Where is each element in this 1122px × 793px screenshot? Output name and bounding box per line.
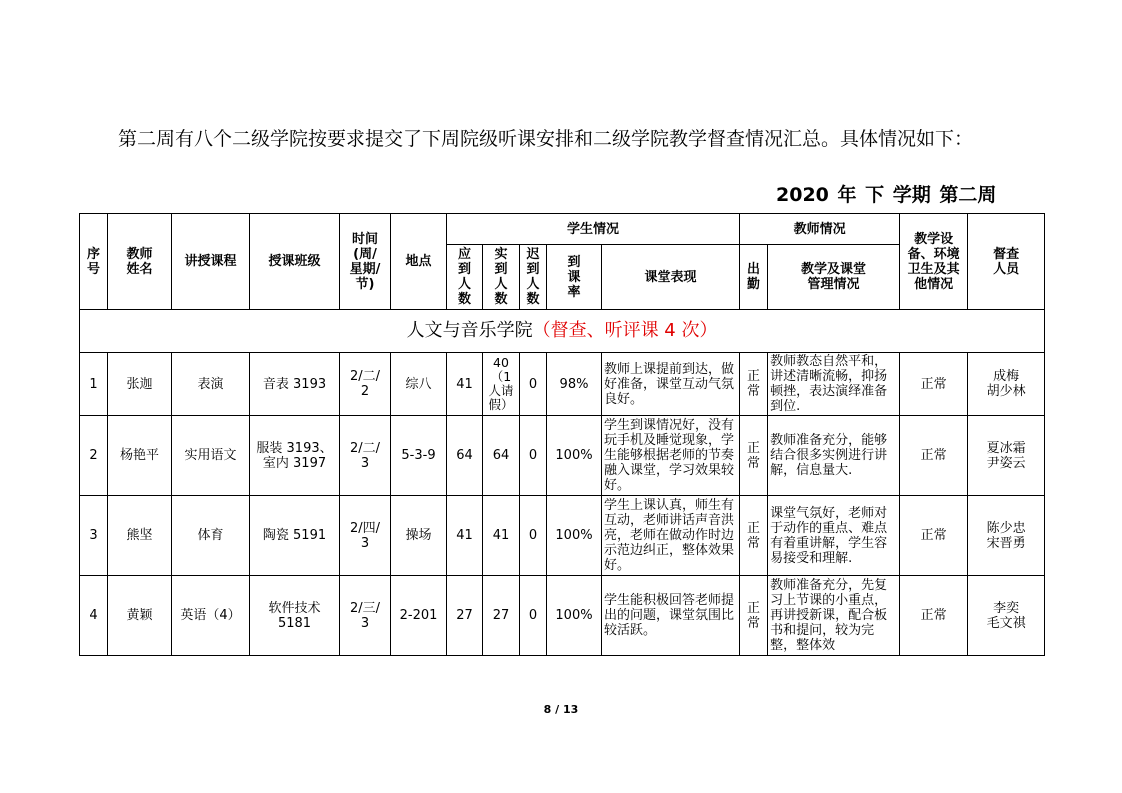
cell-rate: 100% — [547, 576, 602, 656]
department-note: （督查、听评课 4 次） — [532, 320, 718, 341]
cell-management: 教师准备充分，先复习上节课的小重点，再讲授新课，配合板书和提问，较为完整，整体效 — [768, 576, 900, 656]
header-performance: 课堂表现 — [602, 245, 740, 310]
cell-actual: 40（1人请假） — [483, 353, 520, 416]
header-actual: 实到人数 — [483, 245, 520, 310]
cell-seq: 4 — [80, 576, 108, 656]
cell-seq: 2 — [80, 416, 108, 496]
cell-rate: 100% — [547, 416, 602, 496]
header-late: 迟到人数 — [520, 245, 547, 310]
cell-late: 0 — [520, 576, 547, 656]
cell-management: 教师教态自然平和，讲述清晰流畅，抑扬顿挫，表达演绎准备到位. — [768, 353, 900, 416]
cell-teacher: 熊坚 — [108, 496, 172, 576]
department-name: 人文与音乐学院 — [406, 320, 533, 341]
header-place: 地点 — [391, 214, 447, 310]
cell-attendance: 正常 — [740, 416, 768, 496]
cell-actual: 27 — [483, 576, 520, 656]
cell-class: 音表 3193 — [250, 353, 340, 416]
header-facilities: 教学设备、环境卫生及其他情况 — [900, 214, 968, 310]
cell-performance: 学生能积极回答老师提出的问题，课堂氛围比较活跃。 — [602, 576, 740, 656]
header-student-group: 学生情况 — [447, 214, 740, 245]
cell-course: 英语（4） — [172, 576, 250, 656]
cell-facilities: 正常 — [900, 576, 968, 656]
header-time: 时间(周/星期/节) — [340, 214, 391, 310]
cell-seq: 3 — [80, 496, 108, 576]
table-row — [80, 496, 1045, 576]
cell-facilities: 正常 — [900, 353, 968, 416]
header-management: 教学及课堂管理情况 — [768, 245, 900, 310]
cell-management: 课堂气氛好，老师对于动作的重点、难点有着重讲解，学生容易接受和理解. — [768, 496, 900, 576]
cell-expected: 41 — [447, 353, 483, 416]
header-class: 授课班级 — [250, 214, 340, 310]
cell-teacher: 张迦 — [108, 353, 172, 416]
cell-actual: 41 — [483, 496, 520, 576]
cell-teacher: 黄颖 — [108, 576, 172, 656]
header-teacher: 教师姓名 — [108, 214, 172, 310]
header-rate: 到课率 — [547, 245, 602, 310]
cell-expected: 27 — [447, 576, 483, 656]
cell-performance: 学生上课认真，师生有互动，老师讲话声音洪亮，老师在做动作时边示范边纠正，整体效果好。 — [602, 496, 740, 576]
cell-attendance: 正常 — [740, 353, 768, 416]
cell-rate: 100% — [547, 496, 602, 576]
cell-facilities: 正常 — [900, 416, 968, 496]
table-row — [80, 576, 1045, 656]
cell-course: 实用语文 — [172, 416, 250, 496]
department-row — [80, 310, 1045, 353]
cell-class: 陶瓷 5191 — [250, 496, 340, 576]
cell-teacher: 杨艳平 — [108, 416, 172, 496]
header-inspector: 督查人员 — [968, 214, 1045, 310]
inspection-table — [79, 213, 1045, 656]
cell-time: 2/二/2 — [340, 353, 391, 416]
cell-time: 2/四/3 — [340, 496, 391, 576]
table-row — [80, 353, 1045, 416]
header-seq: 序号 — [80, 214, 108, 310]
cell-course: 表演 — [172, 353, 250, 416]
cell-expected: 64 — [447, 416, 483, 496]
header-teacher-group: 教师情况 — [740, 214, 900, 245]
cell-place: 5-3-9 — [391, 416, 447, 496]
cell-inspector: 成梅 胡少林 — [968, 353, 1045, 416]
cell-inspector: 夏冰霜 尹姿云 — [968, 416, 1045, 496]
cell-inspector: 陈少忠 宋晋勇 — [968, 496, 1045, 576]
cell-expected: 41 — [447, 496, 483, 576]
cell-late: 0 — [520, 353, 547, 416]
header-expected: 应到人数 — [447, 245, 483, 310]
cell-attendance: 正常 — [740, 576, 768, 656]
cell-time: 2/二/3 — [340, 416, 391, 496]
cell-performance: 教师上课提前到达，做好准备，课堂互动气氛良好。 — [602, 353, 740, 416]
cell-management: 教师准备充分，能够结合很多实例进行讲解，信息量大. — [768, 416, 900, 496]
cell-performance: 学生到课情况好，没有玩手机及睡觉现象，学生能够根据老师的节奏融入课堂，学习效果较好。 — [602, 416, 740, 496]
cell-inspector: 李奕 毛文祺 — [968, 576, 1045, 656]
cell-seq: 1 — [80, 353, 108, 416]
cell-late: 0 — [520, 416, 547, 496]
header-course: 讲授课程 — [172, 214, 250, 310]
cell-class: 服装 3193、室内 3197 — [250, 416, 340, 496]
cell-actual: 64 — [483, 416, 520, 496]
page-number: 8 / 13 — [543, 703, 579, 716]
cell-facilities: 正常 — [900, 496, 968, 576]
cell-late: 0 — [520, 496, 547, 576]
cell-time: 2/三/3 — [340, 576, 391, 656]
cell-place: 综八 — [391, 353, 447, 416]
table-row — [80, 416, 1045, 496]
header-attendance: 出勤 — [740, 245, 768, 310]
cell-attendance: 正常 — [740, 496, 768, 576]
cell-place: 操场 — [391, 496, 447, 576]
intro-paragraph: 第二周有八个二级学院按要求提交了下周院级听课安排和二级学院教学督查情况汇总。具体情况如下： — [118, 128, 974, 150]
cell-course: 体育 — [172, 496, 250, 576]
cell-rate: 98% — [547, 353, 602, 416]
term-heading: 2020 年 下 学期 第二周 — [776, 184, 997, 206]
cell-class: 软件技术 5181 — [250, 576, 340, 656]
cell-place: 2-201 — [391, 576, 447, 656]
